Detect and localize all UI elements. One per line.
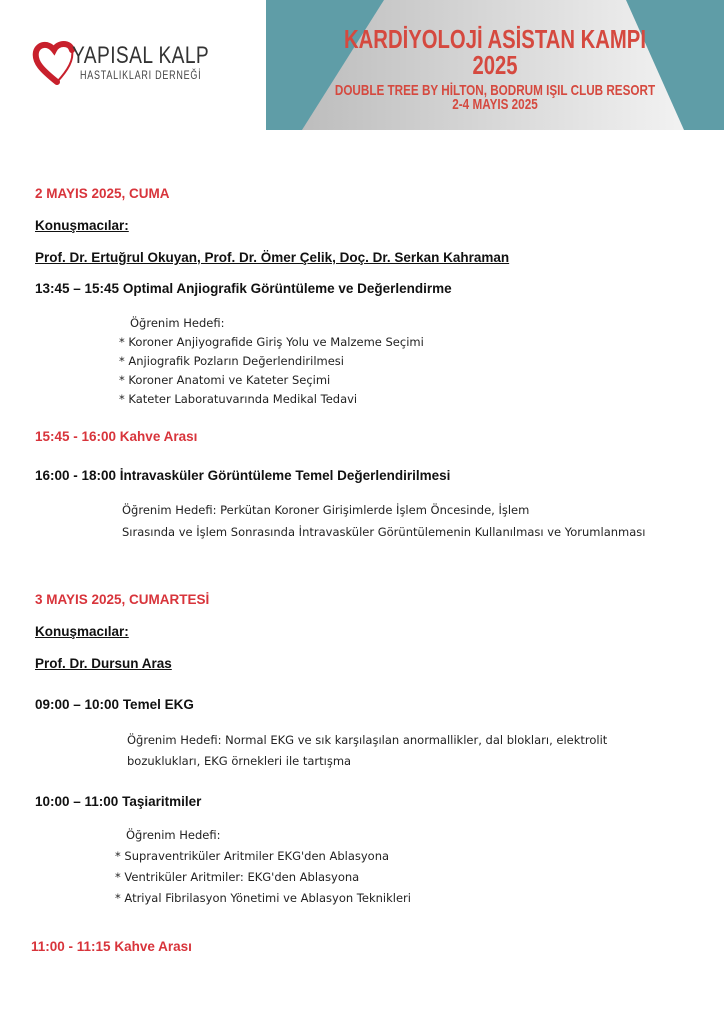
logo-title: YAPISAL KALP (72, 42, 210, 69)
day2-session2-objectives (115, 825, 411, 909)
event-banner (266, 0, 724, 130)
objective-line: Sırasında ve İşlem Sonrasında İntravasküler Görüntülemenin Kullanılması ve Yorumlanması (122, 525, 646, 539)
day1-speakers: Prof. Dr. Ertuğrul Okuyan, Prof. Dr. Ömer Çelik, Doç. Dr. Serkan Kahraman (35, 250, 510, 265)
day1-session1-objectives (119, 314, 424, 409)
objective-line: Öğrenim Hedefi: Perkütan Koroner Girişimlerde İşlem Öncesinde, İşlem (122, 503, 530, 517)
objective-item: * Anjiografik Pozların Değerlendirilmesi (119, 354, 344, 368)
association-logo (32, 38, 232, 88)
day2-session2-title: 10:00 – 11:00 Taşiaritmiler (35, 794, 202, 809)
objective-label: Öğrenim Hedefi: (130, 316, 225, 330)
objective-item: * Ventriküler Aritmiler: EKG'den Ablasyona (115, 870, 360, 884)
day2-session1-title: 09:00 – 10:00 Temel EKG (35, 697, 194, 712)
objective-line: Öğrenim Hedefi: Normal EKG ve sık karşılaşılan anormallikler, dal blokları, elektrolit (127, 733, 608, 747)
objective-item: * Atriyal Fibrilasyon Yönetimi ve Ablasyon Teknikleri (115, 891, 411, 905)
day1-session2-title: 16:00 - 18:00 İntravasküler Görüntüleme Temel Değerlendirilmesi (35, 468, 451, 483)
logo-subtitle: HASTALIKLARI DERNEĞİ (80, 68, 202, 82)
day1-session1-title: 13:45 – 15:45 Optimal Anjiografik Görüntüleme ve Değerlendirme (35, 281, 452, 296)
day1-coffee-break: 15:45 - 16:00 Kahve Arası (35, 429, 198, 444)
objective-item: * Kateter Laboratuvarında Medikal Tedavi (119, 392, 358, 406)
banner-dates: 2-4 MAYIS 2025 (452, 96, 538, 113)
objective-item: * Supraventriküler Aritmiler EKG'den Ablasyona (115, 849, 390, 863)
banner-venue: DOUBLE TREE BY HİLTON, BODRUM IŞIL CLUB RESORT (334, 82, 656, 99)
day2-coffee-break: 11:00 - 11:15 Kahve Arası (31, 939, 192, 954)
banner-year: 2025 (472, 50, 518, 80)
day2-date: 3 MAYIS 2025, CUMARTESİ (35, 592, 210, 607)
objective-item: * Koroner Anjiyografide Giriş Yolu ve Malzeme Seçimi (119, 335, 424, 349)
objective-item: * Koroner Anatomi ve Kateter Seçimi (119, 373, 331, 387)
day2-session1-objective (127, 730, 607, 772)
day2-speakers-label: Konuşmacılar: (35, 624, 129, 639)
objective-label: Öğrenim Hedefi: (126, 828, 221, 842)
day1-date: 2 MAYIS 2025, CUMA (35, 186, 170, 201)
banner-title: KARDİYOLOJİ ASİSTAN KAMPI (344, 24, 646, 54)
day2-speakers: Prof. Dr. Dursun Aras (35, 656, 172, 671)
objective-line: bozuklukları, EKG örnekleri ile tartışma (127, 754, 352, 768)
day1-speakers-label: Konuşmacılar: (35, 218, 129, 233)
day1-session2-objective (122, 499, 645, 543)
